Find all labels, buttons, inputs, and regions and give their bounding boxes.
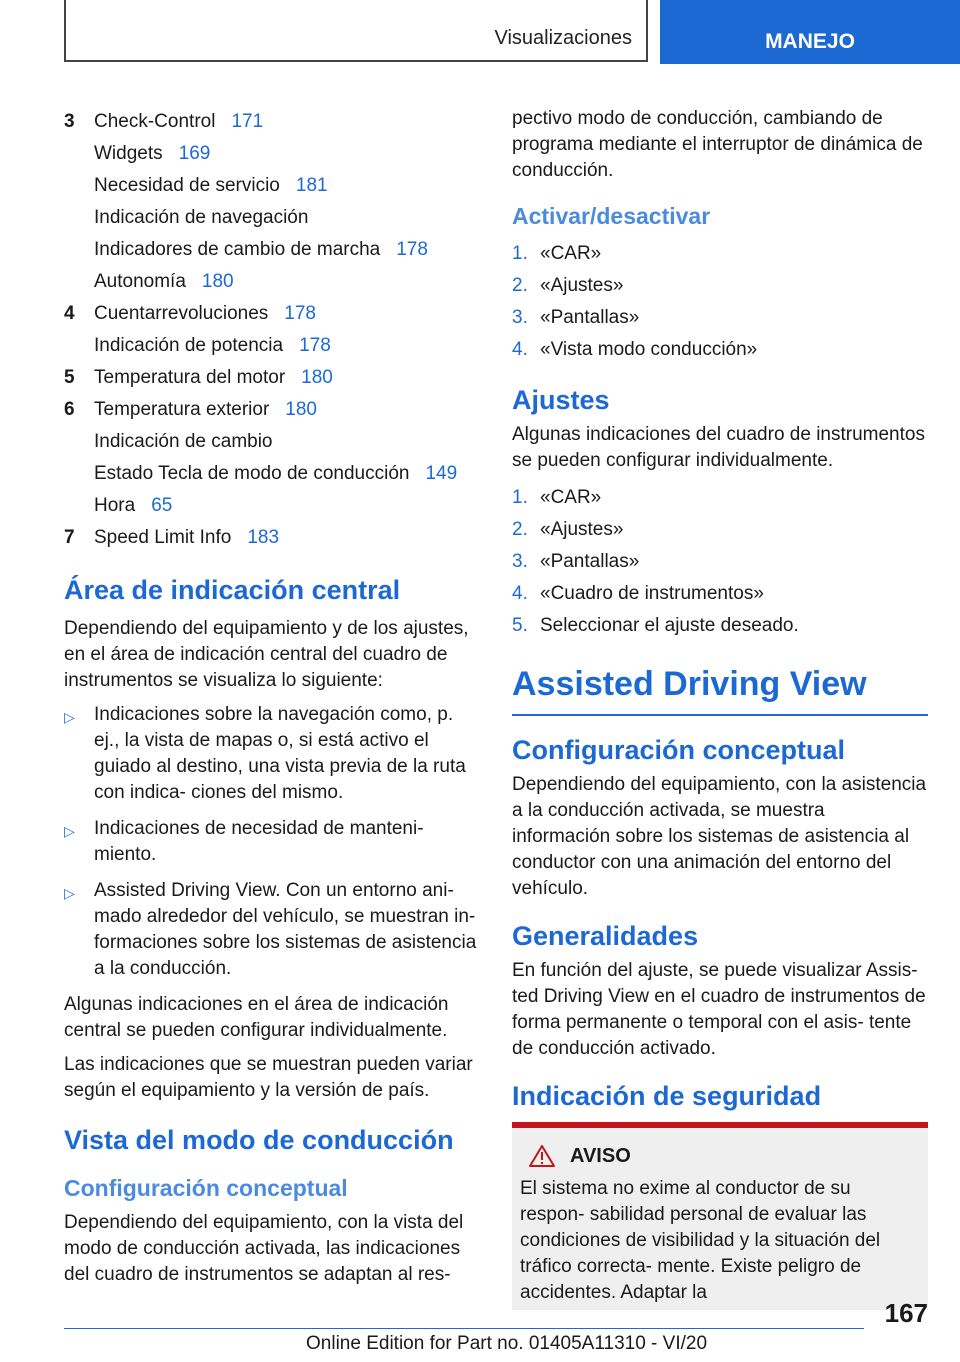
legend-label: Indicación de cambio [94, 431, 273, 452]
step-number: 1. [512, 243, 528, 264]
section-title: Visualizaciones [494, 27, 632, 49]
step-number: 3. [512, 307, 528, 328]
warning-title: AVISO [570, 1144, 631, 1167]
legend-number: 7 [64, 527, 75, 548]
section-tab [64, 0, 648, 62]
bullet-item [64, 816, 480, 868]
warning-header [520, 1144, 920, 1168]
bullet-text: Indicaciones de necesidad de manteni‐ miento. [94, 818, 424, 865]
legend-number: 5 [64, 367, 75, 388]
bullet-text: Assisted Driving View. Con un entorno ani‐ mado alrededor del vehículo, se muestran in‐ formaciones sobre los sistemas de asistencia a la conducción. [94, 880, 477, 979]
legend-number [64, 490, 94, 522]
legend-row [64, 170, 480, 202]
step-text: «Cuadro de instrumentos» [540, 583, 764, 604]
legend-number [64, 426, 94, 458]
step-text: «Vista modo conducción» [540, 339, 758, 360]
bullet-item [64, 702, 480, 806]
legend-row [64, 202, 480, 234]
vista-heading: Vista del modo de conducción [64, 1125, 454, 1155]
legend-label: Check-Control [94, 111, 216, 132]
left-column [64, 106, 480, 1296]
legend-number [64, 138, 94, 170]
step-number: 1. [512, 487, 528, 508]
page-reference-link[interactable]: 183 [247, 527, 280, 548]
legend-number: 4 [64, 303, 75, 324]
page-reference-link[interactable]: 169 [178, 143, 211, 164]
page-reference-link[interactable]: 149 [425, 463, 458, 484]
vista-text: Dependiendo del equipamiento, con la vista del modo de conducción activada, las indicaciones del cuadro de instrumentos se adaptan al res‐ [64, 1212, 464, 1285]
legend-row [64, 490, 480, 522]
ajustes-steps [512, 482, 928, 642]
page-reference-link[interactable]: 65 [151, 495, 173, 516]
legend-row [64, 138, 480, 170]
activar-heading: Activar/desactivar [512, 203, 711, 229]
area-paragraph-1: Algunas indicaciones en el área de indicación central se pueden configurar individualmente. [64, 994, 449, 1041]
page-reference-link[interactable]: 180 [201, 271, 234, 292]
step-item [512, 514, 928, 546]
triangle-bullet-icon: ▷ [64, 885, 75, 901]
legend-row [64, 362, 480, 394]
warning-triangle-icon [528, 1144, 556, 1168]
step-item [512, 482, 928, 514]
adv-seg-heading: Indicación de seguridad [512, 1081, 822, 1111]
legend-number [64, 202, 94, 234]
adv-conf-text: Dependiendo del equipamiento, con la asistencia a la conducción activada, se muestra información sobre los sistemas de asistencia al conductor con una animación del entorno del vehículo. [512, 774, 927, 899]
legend-label: Widgets [94, 143, 163, 164]
legend-number [64, 170, 94, 202]
step-text: «Pantallas» [540, 307, 640, 328]
legend-number [64, 266, 94, 298]
adv-heading: Assisted Driving View [512, 664, 928, 716]
warning-text: El sistema no exime al conductor de su respon‐ sabilidad personal de evaluar las condiciones de visibilidad y la situación del tráfico correcta‐ mente. Existe peligro de accidentes. Adaptar la [520, 1178, 881, 1303]
step-item [512, 578, 928, 610]
legend-row [64, 298, 480, 330]
legend-label: Hora [94, 495, 136, 516]
continued-text: pectivo modo de conducción, cambiando de programa mediante el interruptor de dinámica de conducción. [512, 108, 923, 181]
warning-box [512, 1122, 928, 1310]
legend-number: 6 [64, 399, 75, 420]
legend-number: 3 [64, 111, 75, 132]
area-heading: Área de indicación central [64, 575, 401, 605]
legend-number [64, 458, 94, 490]
legend-row [64, 266, 480, 298]
page-reference-link[interactable]: 181 [295, 175, 328, 196]
legend-number [64, 330, 94, 362]
activar-steps [512, 238, 928, 366]
footer-divider [64, 1328, 864, 1329]
step-item [512, 546, 928, 578]
legend-label: Speed Limit Info [94, 527, 232, 548]
step-text: «Pantallas» [540, 551, 640, 572]
triangle-bullet-icon: ▷ [64, 823, 75, 839]
legend-label: Autonomía [94, 271, 186, 292]
legend-row [64, 426, 480, 458]
bullet-item [64, 878, 480, 982]
triangle-bullet-icon: ▷ [64, 709, 75, 725]
ajustes-heading: Ajustes [512, 385, 610, 415]
page-reference-link[interactable]: 178 [284, 303, 316, 324]
step-text: «Ajustes» [540, 519, 624, 540]
legend-row [64, 458, 480, 490]
legend-row [64, 522, 480, 554]
adv-conf-heading: Configuración conceptual [512, 735, 846, 765]
legend-label: Temperatura del motor [94, 367, 286, 388]
page-reference-link[interactable]: 180 [285, 399, 317, 420]
step-number: 4. [512, 583, 528, 604]
step-text: «CAR» [540, 487, 602, 508]
page-reference-link[interactable]: 178 [299, 335, 331, 356]
ajustes-text: Algunas indicaciones del cuadro de instrumentos se pueden configurar individualmente. [512, 424, 925, 471]
footer-edition: Online Edition for Part no. 01405A11310 - VI/20 [306, 1333, 708, 1354]
vista-subheading: Configuración conceptual [64, 1175, 348, 1201]
step-item [512, 334, 928, 366]
step-number: 4. [512, 339, 528, 360]
legend-list [64, 106, 480, 554]
step-item [512, 302, 928, 334]
legend-label: Estado Tecla de modo de conducción [94, 463, 410, 484]
legend-label: Cuentarrevoluciones [94, 303, 269, 324]
area-paragraph-2: Las indicaciones que se muestran pueden variar según el equipamiento y la versión de país. [64, 1054, 473, 1101]
page-number: 167 [884, 1298, 928, 1328]
step-number: 3. [512, 551, 528, 572]
step-number: 2. [512, 275, 528, 296]
area-intro: Dependiendo del equipamiento y de los ajustes, en el área de indicación central del cuadro de instrumentos se visualiza lo siguiente: [64, 618, 469, 691]
page-reference-link[interactable]: 171 [231, 111, 264, 132]
step-text: «Ajustes» [540, 275, 624, 296]
legend-label: Indicación de potencia [94, 335, 284, 356]
legend-row [64, 234, 480, 266]
legend-row [64, 106, 480, 138]
step-item [512, 610, 928, 642]
step-item [512, 270, 928, 302]
legend-label: Temperatura exterior [94, 399, 270, 420]
legend-label: Necesidad de servicio [94, 175, 280, 196]
legend-number [64, 234, 94, 266]
page-reference-link[interactable]: 180 [301, 367, 333, 388]
step-text: Seleccionar el ajuste deseado. [540, 615, 799, 636]
area-bullets [64, 702, 480, 982]
chapter-tab: MANEJO [660, 0, 960, 64]
adv-gen-heading: Generalidades [512, 921, 699, 951]
bullet-text: Indicaciones sobre la navegación como, p. ej., la vista de mapas o, si está activo el guiado al destino, una vista previa de la ruta con indica‐ ciones del mismo. [94, 704, 466, 803]
legend-row [64, 330, 480, 362]
legend-label: Indicación de navegación [94, 207, 309, 228]
step-item [512, 238, 928, 270]
adv-gen-text: En función del ajuste, se puede visualizar Assis‐ ted Driving View en el cuadro de instrumentos de forma permanente o temporal con el asis‐ tente de conducción activado. [512, 960, 926, 1059]
right-column [512, 106, 928, 1310]
page-header [0, 0, 960, 66]
step-number: 2. [512, 519, 528, 540]
step-number: 5. [512, 615, 528, 636]
step-text: «CAR» [540, 243, 602, 264]
legend-row [64, 394, 480, 426]
page-reference-link[interactable]: 178 [396, 239, 428, 260]
legend-label: Indicadores de cambio de marcha [94, 239, 381, 260]
